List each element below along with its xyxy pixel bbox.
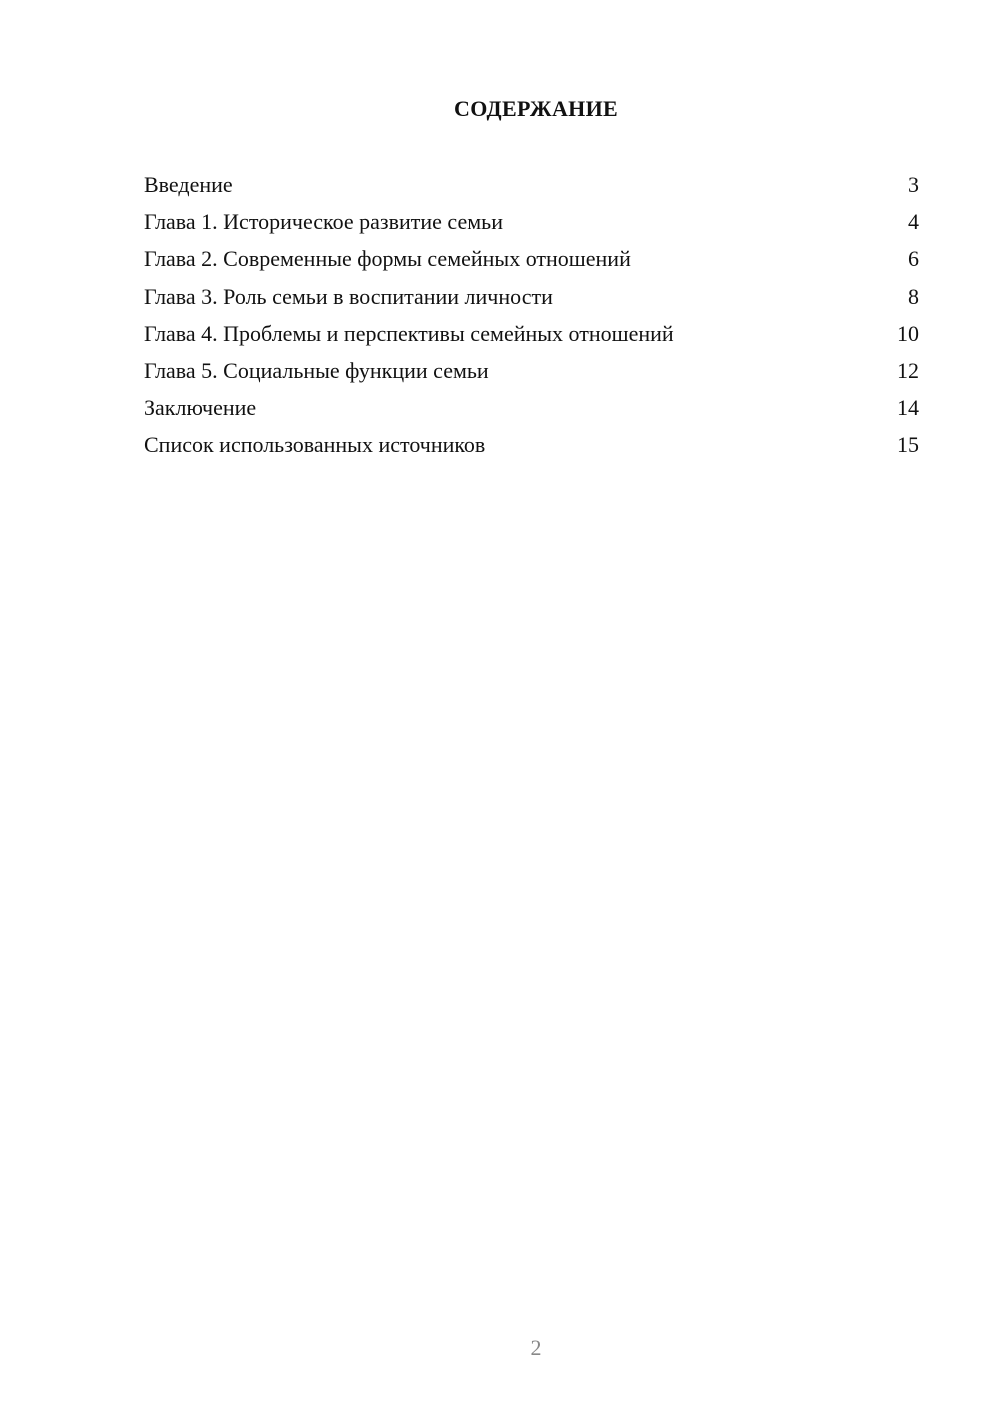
toc-entry-page: 10 — [897, 320, 919, 346]
toc-title: СОДЕРЖАНИЕ — [454, 96, 618, 121]
toc-entry-page: 3 — [908, 172, 919, 197]
toc-entry-references — [144, 430, 919, 467]
toc-entry-label: Глава 1. Историческое развитие семьи — [144, 209, 503, 235]
toc-entry-label: Глава 2. Современные формы семейных отношений — [144, 246, 631, 272]
toc-entry-conclusion — [144, 393, 919, 430]
toc-entry-page: 15 — [897, 432, 919, 458]
table-of-contents — [144, 170, 919, 468]
toc-entry-label: Список использованных источников — [144, 432, 486, 458]
toc-entry-label: Заключение — [144, 395, 257, 421]
toc-entry-label: Глава 3. Роль семьи в воспитании личности — [144, 283, 553, 309]
page-number: 2 — [530, 1335, 542, 1360]
toc-entry-page: 4 — [908, 209, 919, 235]
toc-entry-page: 6 — [908, 246, 919, 272]
toc-entry-chapter-2 — [144, 244, 919, 281]
toc-entry-label: Глава 5. Социальные функции семьи — [144, 357, 489, 383]
toc-entry-introduction — [144, 170, 919, 207]
toc-entry-chapter-3 — [144, 282, 919, 319]
toc-entry-chapter-5 — [144, 356, 919, 393]
toc-entry-chapter-1 — [144, 207, 919, 244]
toc-entry-page: 8 — [908, 283, 919, 309]
toc-entry-label: Глава 4. Проблемы и перспективы семейных отношений — [144, 320, 674, 346]
toc-entry-label: Введение — [144, 172, 233, 197]
toc-entry-page: 12 — [897, 357, 919, 383]
toc-entry-chapter-4 — [144, 319, 919, 356]
toc-entry-page: 14 — [897, 395, 919, 421]
